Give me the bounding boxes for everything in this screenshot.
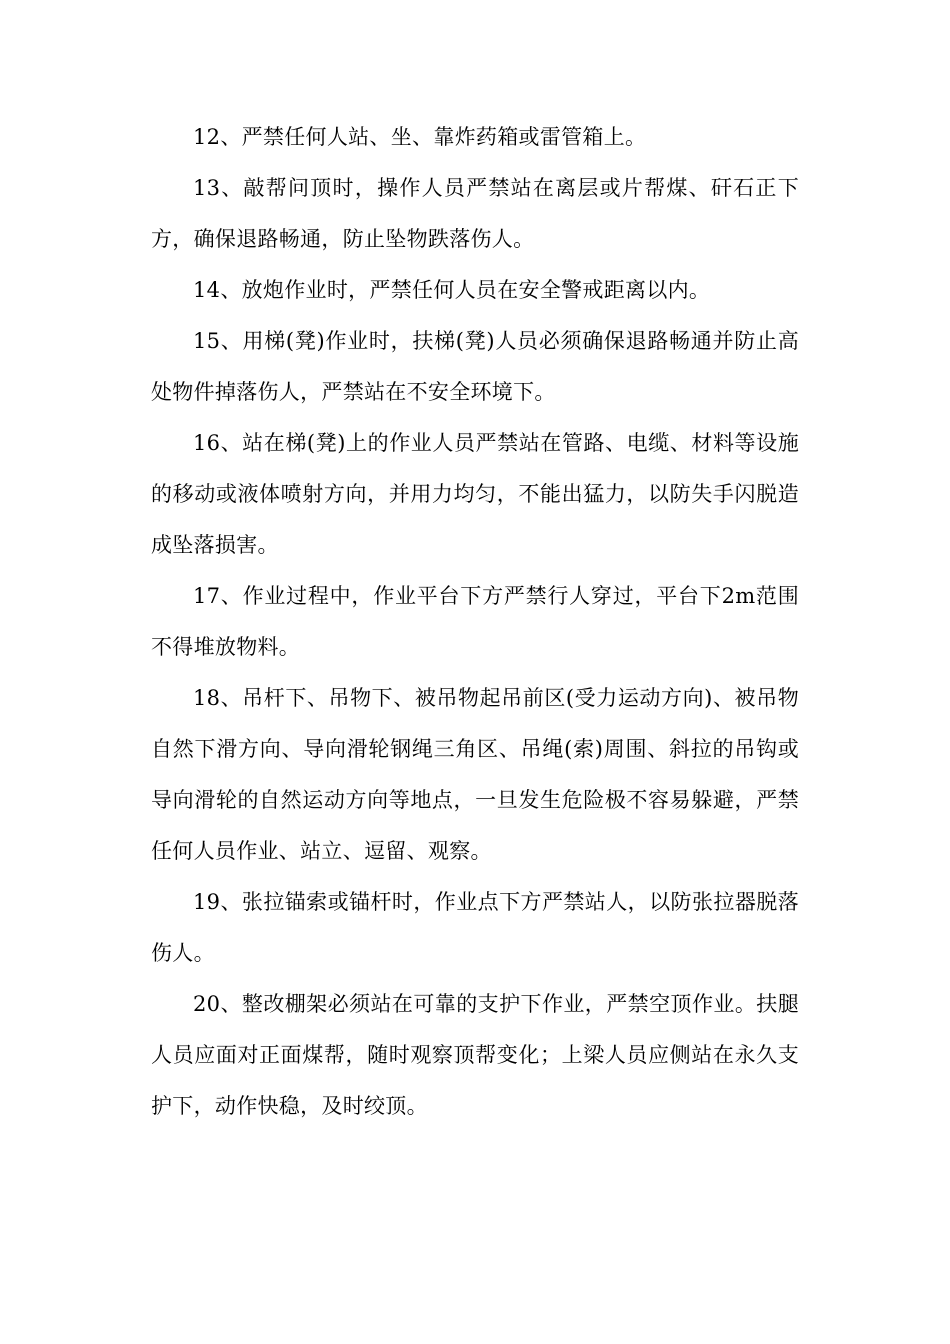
paragraph-item-13: 13、敲帮问顶时，操作人员严禁站在离层或片帮煤、矸石正下方，确保退路畅通，防止坠物跌落伤人。 (151, 176, 799, 251)
paragraph-item-17: 17、作业过程中，作业平台下方严禁行人穿过，平台下2m范围不得堆放物料。 (151, 584, 799, 659)
paragraph-item-14: 14、放炮作业时，严禁任何人员在安全警戒距离以内。 (193, 278, 711, 302)
paragraph-item-12: 12、严禁任何人站、坐、靠炸药箱或雷管箱上。 (193, 125, 647, 149)
paragraph-item-16: 16、站在梯(凳)上的作业人员严禁站在管路、电缆、材料等设施的移动或液体喷射方向，并用力均匀，不能出猛力，以防失手闪脱造成坠落损害。 (151, 431, 799, 557)
paragraph-item-20: 20、整改棚架必须站在可靠的支护下作业，严禁空顶作业。扶腿人员应面对正面煤帮，随时观察顶帮变化；上梁人员应侧站在永久支护下，动作快稳，及时绞顶。 (151, 992, 799, 1118)
paragraph-item-18: 18、吊杆下、吊物下、被吊物起吊前区(受力运动方向)、被吊物自然下滑方向、导向滑轮钢绳三角区、吊绳(索)周围、斜拉的吊钩或导向滑轮的自然运动方向等地点，一旦发生危险极不容易躲避，严禁任何人员作业、站立、逗留、观察。 (151, 686, 799, 863)
document-body (151, 112, 799, 1132)
paragraph-item-19: 19、张拉锚索或锚杆时，作业点下方严禁站人，以防张拉器脱落伤人。 (151, 890, 799, 965)
paragraph-item-15: 15、用梯(凳)作业时，扶梯(凳)人员必须确保退路畅通并防止高处物件掉落伤人，严禁站在不安全环境下。 (151, 329, 799, 404)
